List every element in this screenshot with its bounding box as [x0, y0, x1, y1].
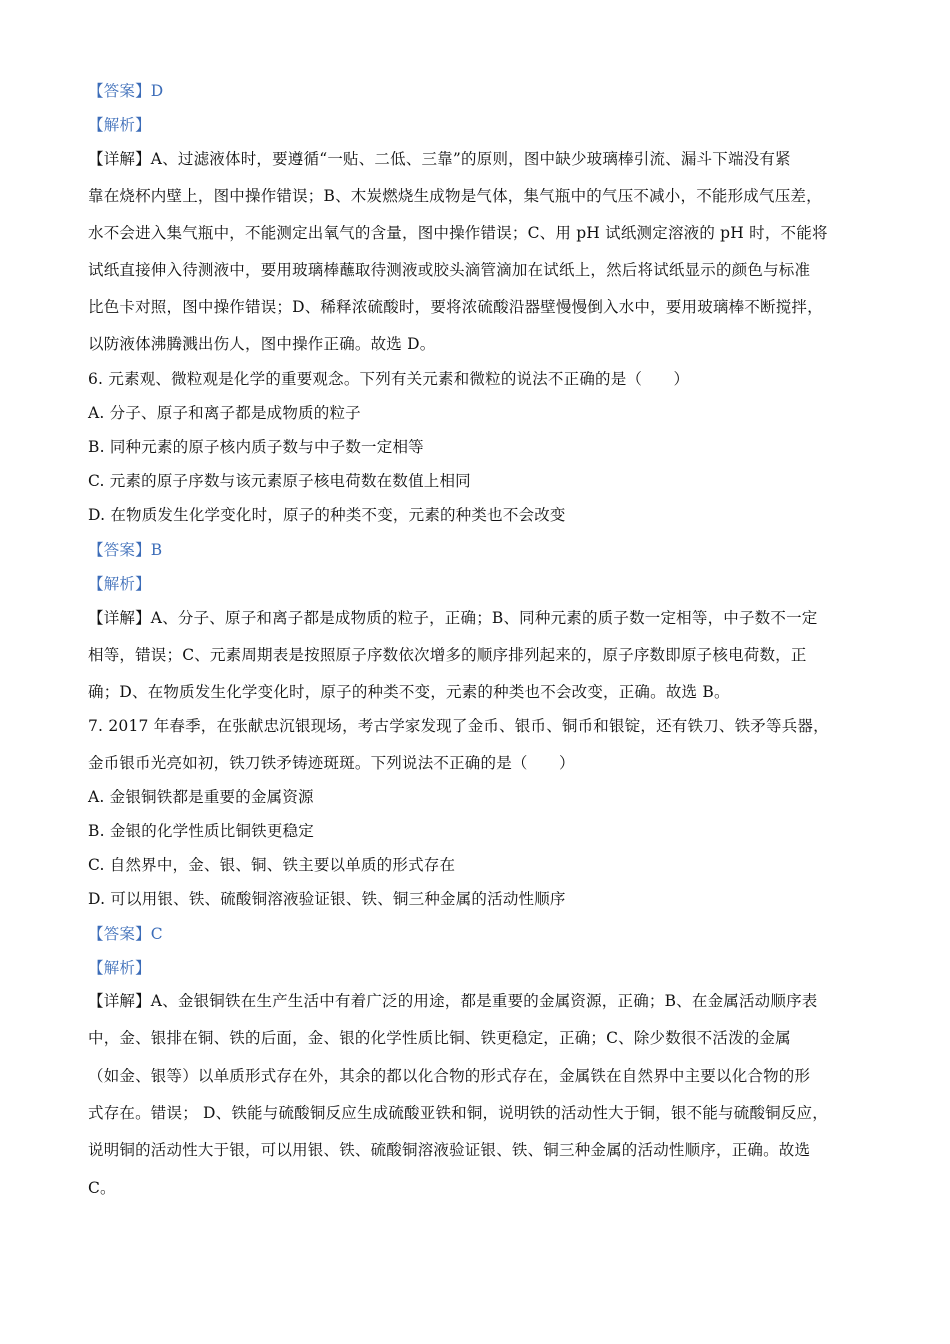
option-a: A. 分子、原子和离子都是成物质的粒子 — [88, 404, 361, 422]
option-c: C. 自然界中，金、银、铜、铁主要以单质的形式存在 — [88, 856, 456, 874]
answer-label: 【答案】B — [88, 541, 163, 559]
option-b: B. 金银的化学性质比铜铁更稳定 — [88, 822, 314, 840]
detail-line: 水不会进入集气瓶中，不能测定出氧气的含量，图中操作错误；C、用 pH 试纸测定溶液的 pH 时，不能将 — [88, 224, 828, 242]
detail-line: （如金、银等）以单质形式存在外，其余的都以化合物的形式存在，金属铁在自然界中主要以化合物的形 — [88, 1067, 811, 1085]
answer-label: 【答案】D — [88, 82, 164, 100]
option-b: B. 同种元素的原子核内质子数与中子数一定相等 — [88, 438, 424, 456]
option-d: D. 在物质发生化学变化时，原子的种类不变，元素的种类也不会改变 — [88, 506, 566, 524]
detail-line: 【详解】A、分子、原子和离子都是成物质的粒子，正确；B、同种元素的质子数一定相等，中子数不一定 — [88, 609, 818, 627]
analysis-label: 【解析】 — [88, 116, 151, 134]
detail-line: 试纸直接伸入待测液中，要用玻璃棒蘸取待测液或胶头滴管滴加在试纸上，然后将试纸显示的颜色与标准 — [88, 261, 811, 279]
analysis-label: 【解析】 — [88, 959, 151, 977]
detail-line: 式存在。错误； D、铁能与硫酸铜反应生成硫酸亚铁和铜，说明铁的活动性大于铜，银不能与硫酸铜反应， — [88, 1104, 828, 1122]
option-c: C. 元素的原子序数与该元素原子核电荷数在数值上相同 — [88, 472, 471, 490]
option-d: D. 可以用银、铁、硫酸铜溶液验证银、铁、铜三种金属的活动性顺序 — [88, 890, 566, 908]
detail-line: 【详解】A、过滤液体时，要遵循“一贴、二低、三靠”的原则，图中缺少玻璃棒引流、漏斗下端没有紧 — [88, 150, 791, 168]
detail-line: 相等，错误；C、元素周期表是按照原子序数依次增多的顺序排列起来的，原子序数即原子核电荷数，正 — [88, 646, 807, 664]
detail-line: 【详解】A、金银铜铁在生产生活中有着广泛的用途，都是重要的金属资源，正确；B、在金属活动顺序表 — [88, 992, 818, 1010]
detail-line: 说明铜的活动性大于银，可以用银、铁、硫酸铜溶液验证银、铁、铜三种金属的活动性顺序，正确。故选 — [88, 1141, 811, 1159]
analysis-label: 【解析】 — [88, 575, 151, 593]
detail-line: 以防液体沸腾溅出伤人，图中操作正确。故选 D。 — [88, 335, 436, 353]
detail-line: 确；D、在物质发生化学变化时，原子的种类不变，元素的种类也不会改变，正确。故选 B。 — [88, 683, 730, 701]
detail-line: 靠在烧杯内壁上，图中操作错误；B、木炭燃烧生成物是气体，集气瓶中的气压不减小，不能形成气压差， — [88, 187, 822, 205]
answer-label: 【答案】C — [88, 925, 163, 943]
question-stem: 7. 2017 年春季，在张献忠沉银现场，考古学家发现了金币、银币、铜币和银锭，还有铁刀、铁矛等兵器， — [88, 717, 829, 735]
question-stem: 金币银币光亮如初，铁刀铁矛铸迹斑斑。下列说法不正确的是（ ） — [88, 754, 575, 772]
detail-line: 比色卡对照，图中操作错误；D、稀释浓硫酸时，要将浓硫酸沿器壁慢慢倒入水中，要用玻璃棒不断搅拌， — [88, 298, 823, 316]
detail-line: 中，金、银排在铜、铁的后面，金、银的化学性质比铜、铁更稳定，正确；C、除少数很不活泼的金属 — [88, 1029, 791, 1047]
detail-line: C。 — [88, 1179, 116, 1197]
question-stem: 6. 元素观、微粒观是化学的重要观念。下列有关元素和微粒的说法不正确的是（ ） — [88, 370, 690, 388]
option-a: A. 金银铜铁都是重要的金属资源 — [88, 788, 314, 806]
